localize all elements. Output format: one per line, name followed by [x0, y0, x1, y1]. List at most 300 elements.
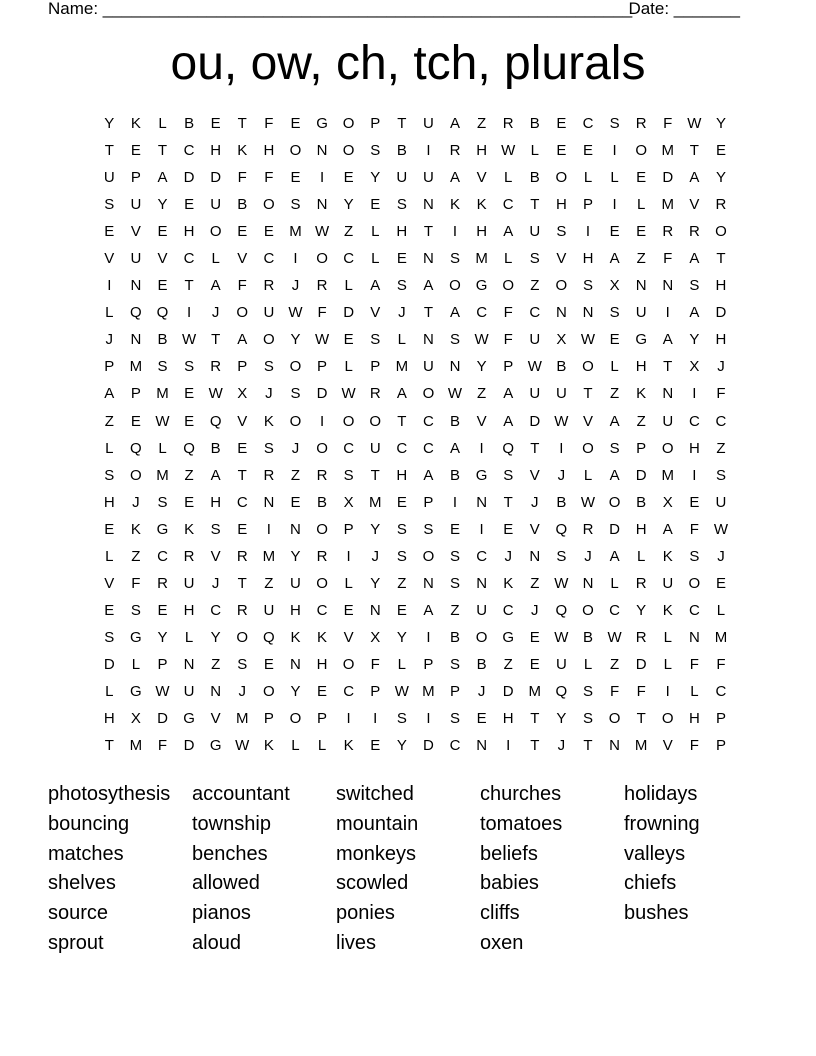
word-bank-item: pianos: [192, 902, 251, 925]
grid-letter: N: [183, 655, 195, 673]
grid-letter: C: [423, 439, 434, 457]
grid-letter: O: [236, 628, 249, 646]
grid-letter: T: [237, 115, 247, 132]
grid-letter: C: [609, 601, 620, 619]
grid-letter: U: [263, 304, 275, 322]
grid-letter: L: [716, 601, 726, 619]
grid-letter: H: [263, 142, 275, 160]
grid-letter: P: [130, 169, 141, 187]
grid-letter: C: [688, 601, 700, 619]
grid-letter: L: [530, 142, 539, 160]
grid-letter: L: [105, 547, 114, 565]
grid-letter: Z: [609, 655, 620, 673]
grid-letter: U: [210, 196, 222, 214]
grid-letter: T: [237, 466, 247, 484]
grid-letter: E: [450, 520, 461, 538]
grid-letter: R: [316, 547, 328, 565]
grid-letter: H: [476, 223, 488, 241]
grid-letter: R: [635, 115, 647, 132]
grid-letter: L: [344, 574, 353, 592]
grid-letter: J: [132, 493, 140, 511]
grid-letter: O: [342, 115, 355, 132]
grid-letter: L: [131, 655, 141, 673]
grid-letter: F: [689, 655, 699, 673]
grid-letter: U: [635, 304, 647, 322]
grid-letter: N: [423, 331, 434, 349]
grid-letter: E: [556, 142, 567, 160]
grid-letter: C: [715, 682, 727, 700]
grid-letter: J: [291, 439, 300, 457]
grid-letter: T: [104, 142, 114, 160]
grid-letter: U: [529, 331, 541, 349]
grid-letter: F: [716, 655, 726, 673]
grid-letter: A: [237, 331, 248, 349]
grid-letter: L: [690, 682, 699, 700]
grid-letter: Y: [370, 169, 381, 187]
grid-letter: J: [291, 277, 300, 295]
grid-letter: L: [105, 304, 114, 322]
grid-letter: O: [263, 682, 275, 700]
grid-letter: Z: [477, 385, 487, 403]
grid-letter: U: [130, 196, 142, 214]
grid-letter: O: [582, 601, 594, 619]
grid-letter: L: [371, 223, 380, 241]
grid-letter: X: [662, 493, 673, 511]
grid-letter: M: [129, 737, 143, 755]
grid-letter: J: [531, 493, 539, 511]
grid-letter: Y: [715, 169, 726, 187]
grid-letter: S: [582, 682, 593, 700]
grid-letter: E: [476, 710, 487, 728]
grid-letter: L: [397, 655, 406, 673]
grid-letter: E: [130, 412, 141, 430]
grid-letter: X: [609, 277, 620, 295]
grid-letter: D: [103, 655, 115, 673]
grid-letter: G: [502, 628, 515, 646]
grid-letter: A: [609, 412, 620, 430]
word-bank-item: matches: [48, 842, 124, 865]
grid-letter: E: [317, 682, 328, 700]
grid-letter: E: [343, 331, 354, 349]
grid-letter: I: [452, 493, 458, 511]
grid-letter: X: [370, 628, 381, 646]
grid-letter: P: [423, 493, 434, 511]
grid-letter: G: [183, 710, 195, 728]
grid-letter: X: [556, 331, 567, 349]
grid-letter: O: [608, 493, 621, 511]
grid-letter: K: [503, 574, 514, 592]
grid-letter: E: [290, 493, 301, 511]
grid-letter: Z: [104, 412, 114, 430]
grid-letter: H: [316, 655, 328, 673]
grid-letter: C: [157, 547, 168, 565]
grid-letter: P: [370, 115, 381, 132]
grid-letter: A: [370, 277, 381, 295]
date-field-label: Date: _______: [628, 0, 740, 18]
grid-letter: S: [237, 655, 248, 673]
grid-letter: E: [556, 115, 567, 132]
grid-letter: M: [714, 628, 728, 646]
grid-letter: I: [585, 223, 591, 241]
grid-letter: E: [290, 169, 301, 187]
grid-letter: E: [529, 628, 540, 646]
grid-letter: P: [130, 385, 141, 403]
grid-letter: S: [290, 196, 301, 214]
word-bank-item: township: [192, 812, 271, 835]
grid-letter: V: [370, 304, 381, 322]
grid-letter: S: [689, 547, 700, 565]
name-field-label: Name: ________________________________________________________: [48, 0, 633, 18]
grid-letter: X: [343, 493, 354, 511]
grid-letter: Z: [609, 385, 620, 403]
grid-letter: Y: [689, 331, 700, 349]
grid-letter: W: [580, 493, 596, 511]
grid-letter: F: [131, 574, 141, 592]
grid-letter: N: [662, 277, 674, 295]
grid-letter: U: [423, 169, 434, 187]
grid-letter: O: [316, 250, 328, 268]
grid-letter: A: [689, 250, 700, 268]
grid-letter: R: [236, 601, 248, 619]
grid-letter: E: [263, 223, 274, 241]
grid-letter: I: [266, 520, 271, 538]
grid-letter: U: [183, 574, 195, 592]
grid-letter: A: [609, 466, 620, 484]
grid-letter: S: [396, 277, 407, 295]
grid-letter: S: [263, 358, 274, 376]
grid-letter: I: [426, 710, 431, 728]
grid-letter: M: [289, 223, 302, 241]
grid-letter: M: [661, 142, 675, 160]
grid-letter: C: [582, 115, 594, 132]
grid-letter: N: [316, 142, 328, 160]
grid-letter: S: [689, 277, 700, 295]
grid-letter: N: [529, 547, 541, 565]
grid-letter: W: [314, 331, 330, 349]
grid-letter: H: [396, 223, 408, 241]
grid-letter: E: [237, 520, 248, 538]
grid-letter: E: [290, 115, 301, 132]
grid-letter: U: [183, 682, 195, 700]
grid-letter: F: [370, 655, 380, 673]
grid-letter: J: [717, 358, 725, 376]
grid-letter: U: [396, 169, 408, 187]
grid-letter: E: [263, 655, 274, 673]
grid-letter: C: [502, 196, 514, 214]
word-bank-item: mountain: [336, 812, 419, 835]
grid-letter: E: [184, 412, 195, 430]
grid-letter: L: [184, 628, 194, 646]
grid-letter: B: [450, 412, 461, 430]
grid-letter: L: [344, 358, 353, 376]
grid-letter: F: [503, 304, 513, 322]
grid-letter: Q: [156, 304, 169, 322]
grid-letter: M: [528, 682, 542, 700]
grid-letter: B: [157, 331, 168, 349]
grid-letter: S: [104, 628, 115, 646]
grid-letter: L: [583, 169, 593, 187]
grid-letter: C: [396, 439, 408, 457]
grid-letter: J: [371, 547, 379, 565]
grid-letter: Z: [530, 574, 540, 592]
grid-letter: E: [104, 520, 115, 538]
grid-letter: B: [210, 439, 221, 457]
grid-letter: C: [263, 250, 275, 268]
grid-letter: M: [395, 358, 409, 376]
grid-letter: C: [183, 250, 195, 268]
grid-letter: H: [476, 142, 488, 160]
grid-letter: N: [476, 737, 488, 755]
word-bank-item: oxen: [480, 931, 524, 954]
grid-letter: N: [635, 277, 647, 295]
grid-letter: E: [104, 223, 115, 241]
grid-letter: N: [316, 196, 328, 214]
grid-letter: E: [529, 655, 540, 673]
grid-letter: Y: [370, 574, 381, 592]
grid-letter: A: [609, 250, 620, 268]
grid-letter: K: [636, 385, 647, 403]
grid-letter: L: [610, 574, 619, 592]
grid-letter: F: [503, 331, 513, 349]
grid-letter: N: [449, 358, 461, 376]
word-bank-item: holidays: [624, 783, 698, 805]
grid-letter: W: [580, 331, 596, 349]
grid-letter: U: [555, 385, 567, 403]
grid-letter: H: [183, 223, 195, 241]
grid-letter: E: [237, 223, 248, 241]
grid-letter: G: [316, 115, 328, 132]
grid-letter: R: [369, 385, 381, 403]
grid-letter: O: [661, 710, 674, 728]
grid-letter: M: [634, 737, 648, 755]
grid-letter: I: [452, 223, 458, 241]
grid-letter: A: [662, 520, 673, 538]
grid-letter: N: [423, 196, 434, 214]
grid-letter: L: [371, 250, 380, 268]
grid-letter: T: [423, 223, 433, 241]
grid-letter: W: [341, 385, 356, 403]
grid-letter: D: [183, 737, 195, 755]
grid-letter: L: [663, 628, 672, 646]
grid-letter: K: [662, 601, 673, 619]
grid-letter: J: [584, 547, 592, 565]
grid-letter: A: [689, 304, 700, 322]
grid-letter: T: [184, 277, 194, 295]
grid-letter: O: [502, 277, 515, 295]
grid-letter: U: [529, 223, 541, 241]
grid-letter: A: [450, 439, 461, 457]
grid-letter: O: [342, 142, 355, 160]
grid-letter: C: [715, 412, 727, 430]
grid-letter: A: [104, 385, 115, 403]
grid-letter: O: [475, 628, 488, 646]
grid-letter: P: [104, 358, 115, 376]
grid-letter: C: [183, 142, 195, 160]
grid-letter: A: [423, 466, 434, 484]
grid-letter: R: [635, 628, 647, 646]
grid-letter: J: [504, 547, 512, 565]
grid-letter: P: [582, 196, 593, 214]
grid-letter: Q: [502, 439, 515, 457]
grid-letter: C: [529, 304, 541, 322]
grid-letter: I: [373, 710, 378, 728]
grid-letter: Z: [344, 223, 354, 241]
grid-letter: I: [665, 304, 670, 322]
grid-letter: N: [555, 304, 567, 322]
grid-letter: C: [423, 412, 434, 430]
grid-letter: M: [236, 710, 249, 728]
grid-letter: L: [610, 358, 619, 376]
grid-letter: U: [662, 412, 674, 430]
grid-letter: N: [130, 331, 142, 349]
grid-letter: L: [504, 250, 513, 268]
grid-letter: D: [662, 169, 674, 187]
grid-letter: S: [450, 547, 461, 565]
grid-letter: M: [475, 250, 488, 268]
grid-letter: H: [103, 710, 115, 728]
grid-letter: Y: [343, 196, 354, 214]
grid-letter: V: [689, 196, 700, 214]
grid-letter: D: [316, 385, 328, 403]
grid-letter: T: [583, 385, 593, 403]
grid-letter: Z: [636, 412, 646, 430]
grid-letter: B: [184, 115, 195, 132]
grid-letter: V: [210, 710, 221, 728]
grid-letter: W: [155, 412, 170, 430]
grid-letter: Z: [503, 655, 513, 673]
grid-letter: V: [210, 547, 221, 565]
grid-letter: H: [688, 439, 700, 457]
grid-letter: C: [449, 737, 461, 755]
word-bank-item: frowning: [624, 812, 700, 835]
grid-letter: G: [475, 466, 488, 484]
grid-letter: Y: [290, 547, 301, 565]
grid-letter: Y: [290, 331, 301, 349]
grid-letter: T: [104, 737, 114, 755]
word-bank-item: tomatoes: [480, 812, 563, 835]
grid-letter: T: [237, 574, 247, 592]
grid-letter: D: [183, 169, 195, 187]
grid-letter: S: [157, 358, 168, 376]
grid-letter: B: [529, 169, 540, 187]
grid-letter: I: [612, 142, 617, 160]
grid-letter: U: [423, 358, 434, 376]
grid-letter: J: [211, 574, 220, 592]
grid-letter: H: [290, 601, 301, 619]
grid-letter: F: [689, 520, 699, 538]
grid-letter: P: [370, 682, 381, 700]
grid-letter: N: [662, 385, 674, 403]
grid-letter: O: [130, 466, 142, 484]
grid-letter: E: [503, 520, 514, 538]
grid-letter: S: [396, 196, 407, 214]
grid-letter: V: [476, 169, 487, 187]
grid-letter: R: [662, 223, 674, 241]
grid-letter: Z: [716, 439, 726, 457]
grid-letter: K: [476, 196, 487, 214]
grid-letter: U: [715, 493, 727, 511]
grid-letter: A: [450, 304, 461, 322]
grid-letter: D: [715, 304, 727, 322]
grid-letter: S: [609, 115, 620, 132]
grid-letter: Y: [290, 682, 301, 700]
grid-letter: S: [396, 547, 407, 565]
grid-letter: K: [263, 412, 274, 430]
grid-letter: O: [369, 412, 382, 430]
grid-letter: A: [450, 115, 461, 132]
grid-letter: S: [130, 601, 141, 619]
grid-letter: K: [237, 142, 248, 160]
grid-letter: M: [368, 493, 382, 511]
grid-letter: C: [476, 547, 488, 565]
grid-letter: C: [343, 250, 355, 268]
grid-letter: R: [236, 547, 248, 565]
grid-letter: U: [423, 115, 434, 132]
word-bank: [48, 782, 768, 961]
word-bank-item: monkeys: [336, 842, 417, 865]
grid-letter: A: [450, 169, 461, 187]
grid-letter: G: [130, 682, 142, 700]
grid-letter: C: [316, 601, 328, 619]
grid-letter: L: [397, 331, 406, 349]
grid-letter: N: [688, 628, 700, 646]
grid-letter: W: [474, 331, 489, 349]
grid-letter: T: [583, 737, 593, 755]
grid-letter: E: [689, 493, 700, 511]
word-bank-item: benches: [192, 842, 268, 865]
grid-letter: H: [635, 520, 647, 538]
grid-letter: M: [262, 547, 276, 565]
grid-letter: H: [183, 601, 195, 619]
grid-letter: O: [582, 439, 594, 457]
grid-letter: N: [423, 250, 434, 268]
grid-letter: P: [343, 520, 354, 538]
grid-letter: S: [529, 250, 540, 268]
grid-letter: E: [157, 277, 168, 295]
grid-letter: F: [264, 169, 274, 187]
grid-letter: E: [715, 142, 726, 160]
grid-letter: Z: [184, 466, 194, 484]
grid-letter: C: [688, 412, 700, 430]
grid-letter: R: [263, 466, 275, 484]
grid-letter: K: [450, 196, 461, 214]
grid-letter: Y: [476, 358, 487, 376]
grid-letter: N: [369, 601, 381, 619]
grid-letter: Z: [397, 574, 407, 592]
grid-letter: D: [210, 169, 222, 187]
grid-letter: Y: [396, 737, 407, 755]
grid-letter: W: [687, 115, 702, 132]
grid-letter: Z: [211, 655, 221, 673]
grid-letter: U: [130, 250, 142, 268]
grid-letter: T: [530, 439, 540, 457]
grid-letter: K: [130, 115, 141, 132]
grid-letter: I: [107, 277, 112, 295]
grid-letter: O: [715, 223, 727, 241]
grid-letter: O: [449, 277, 461, 295]
grid-letter: O: [342, 412, 355, 430]
grid-letter: I: [692, 385, 697, 403]
grid-letter: W: [554, 412, 569, 430]
grid-letter: E: [396, 601, 407, 619]
grid-letter: J: [557, 737, 566, 755]
grid-letter: P: [263, 710, 274, 728]
word-bank-item: sprout: [48, 931, 104, 954]
grid-letter: W: [713, 520, 729, 538]
grid-letter: M: [422, 682, 435, 700]
grid-letter: L: [158, 439, 167, 457]
grid-letter: Q: [183, 439, 195, 457]
